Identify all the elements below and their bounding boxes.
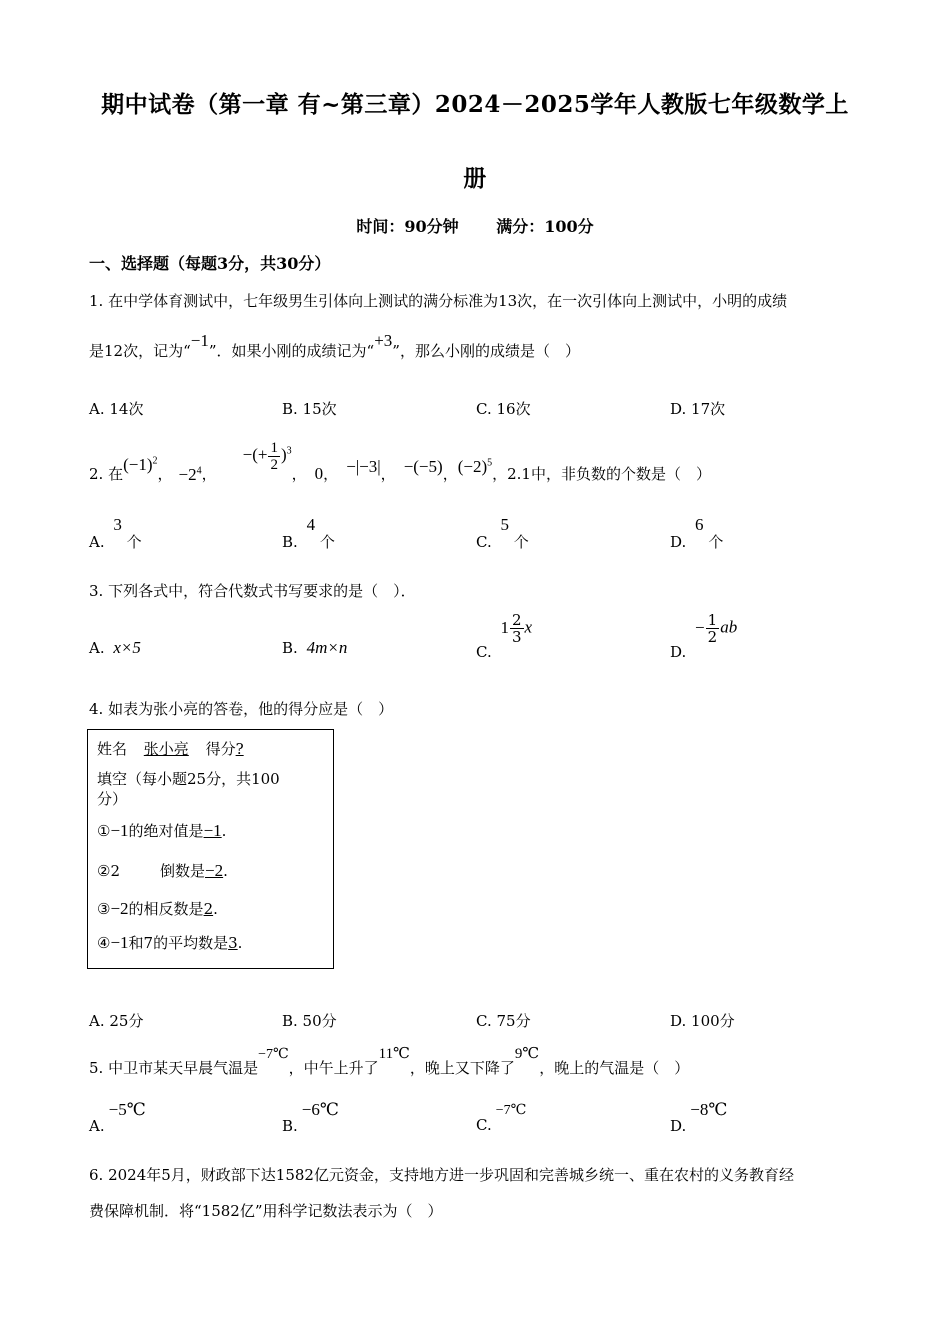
- exam-title-line1: 期中试卷（第一章 有~第三章）2024－2025学年人教版七年级数学上: [101, 91, 849, 118]
- answer-sheet-instructions-2: 分）: [97, 790, 128, 808]
- student-name: 张小亮: [143, 740, 189, 758]
- q1-option-b[interactable]: B. 15次: [282, 400, 337, 418]
- answer-sheet-box: [87, 729, 334, 969]
- q2-expr-4: 0: [314, 464, 324, 484]
- q6-line2: 费保障机制．将“1582亿”用科学记数法表示为（ ）: [89, 1202, 443, 1220]
- q1-line2: 是12次，记为“−1”．如果小刚的成绩记为“+3”，那么小刚的成绩是（ ）: [89, 331, 580, 360]
- exam-full-score: 满分：100分: [496, 217, 594, 236]
- q2-option-d[interactable]: D. 6 个: [670, 515, 724, 551]
- q2-expr-6: −(−5): [403, 457, 443, 477]
- q4-option-d[interactable]: D. 100分: [670, 1012, 735, 1030]
- exam-time: 时间：90分钟: [356, 217, 459, 236]
- q1-option-d[interactable]: D. 17次: [670, 400, 726, 418]
- q5-option-d[interactable]: D.−8℃: [670, 1100, 728, 1135]
- student-score: ?: [235, 740, 244, 758]
- q5-option-a[interactable]: A.−5℃: [89, 1100, 146, 1135]
- q1-value-plus3: +3: [374, 331, 393, 350]
- q5-temp-drop: 9℃: [514, 1046, 540, 1062]
- answer-sheet-instructions-1: 填空（每小题25分，共100: [97, 770, 280, 788]
- q2-expr-2: $-2^4$: [178, 465, 202, 485]
- q5-option-c[interactable]: C.−7℃: [476, 1103, 527, 1134]
- q2-option-b[interactable]: B. 4 个: [282, 515, 335, 551]
- q5-temp-morning: −7℃: [258, 1047, 289, 1062]
- exam-subtitle: [0, 214, 950, 237]
- q1-option-c[interactable]: C. 16次: [476, 400, 531, 418]
- q2-option-c[interactable]: C. 5 个: [476, 515, 529, 551]
- q1-value-minus1: −1: [190, 331, 209, 350]
- answer-sheet-header: 姓名 张小亮 得分?: [97, 740, 244, 758]
- q1-option-a[interactable]: A. 14次: [89, 400, 144, 418]
- q1-line1: 1. 在中学体育测试中，七年级男生引体向上测试的满分标准为13次，在一次引体向上测试中，小明的成绩: [89, 292, 788, 310]
- q3-option-d[interactable]: D. − $\frac{1}{2}$ ab: [670, 611, 738, 661]
- q2-expr-7: $(-2)^5$: [457, 457, 493, 477]
- q3-option-b[interactable]: B. 4m×n: [282, 638, 348, 657]
- q6-line1: 6. 2024年5月，财政部下达1582亿元资金，支持地方进一步巩固和完善城乡统一、重在农村的义务教育经: [89, 1166, 794, 1184]
- q3-option-c[interactable]: C. 1 $\frac{2}{3}$ x: [476, 611, 533, 661]
- answer-row-1: ①−1的绝对值是−1.: [97, 821, 227, 840]
- q2-option-a[interactable]: A. 3 个: [89, 515, 142, 551]
- q2-expr-5: −|−3|: [346, 457, 381, 477]
- q5-stem: 5. 中卫市某天早晨气温是−7℃，中午上升了11℃，晚上又下降了9℃，晚上的气温是（ ）: [89, 1046, 690, 1077]
- q2-expr-3: −(+ $\frac{1}{2}$ )$^3$: [242, 440, 292, 473]
- exam-title-line2: 册: [463, 165, 487, 192]
- answer-row-4: ④−1和7的平均数是3.: [97, 933, 243, 952]
- q4-stem: 4. 如表为张小亮的答卷，他的得分应是（ ）: [89, 700, 394, 718]
- q3-stem: 3. 下列各式中，符合代数式书写要求的是（ ）．: [89, 582, 416, 600]
- answer-row-3: ③−2的相反数是2.: [97, 899, 218, 918]
- answer-row-2: ②2 倒数是−2.: [97, 861, 228, 880]
- section-heading: 一、选择题（每题3分，共30分）: [89, 254, 331, 273]
- q5-temp-rise: 11℃: [378, 1046, 410, 1062]
- q3-option-a[interactable]: A. x×5: [89, 638, 141, 657]
- q4-option-b[interactable]: B. 50分: [282, 1012, 337, 1030]
- q4-option-a[interactable]: A. 25分: [89, 1012, 144, 1030]
- q4-option-c[interactable]: C. 75分: [476, 1012, 531, 1030]
- q5-option-b[interactable]: B.−6℃: [282, 1100, 339, 1135]
- q2-expr-1: $(-1)^2$: [123, 455, 158, 475]
- q2-stem: 2. 在$(-1)^2$， $-2^4$，−(+ $\frac{1}{2}$ )$^3$， 0， −|−3|， −(−5)，$(-2)^5$，2.1中，非负数的个数是（ ）: [89, 440, 711, 485]
